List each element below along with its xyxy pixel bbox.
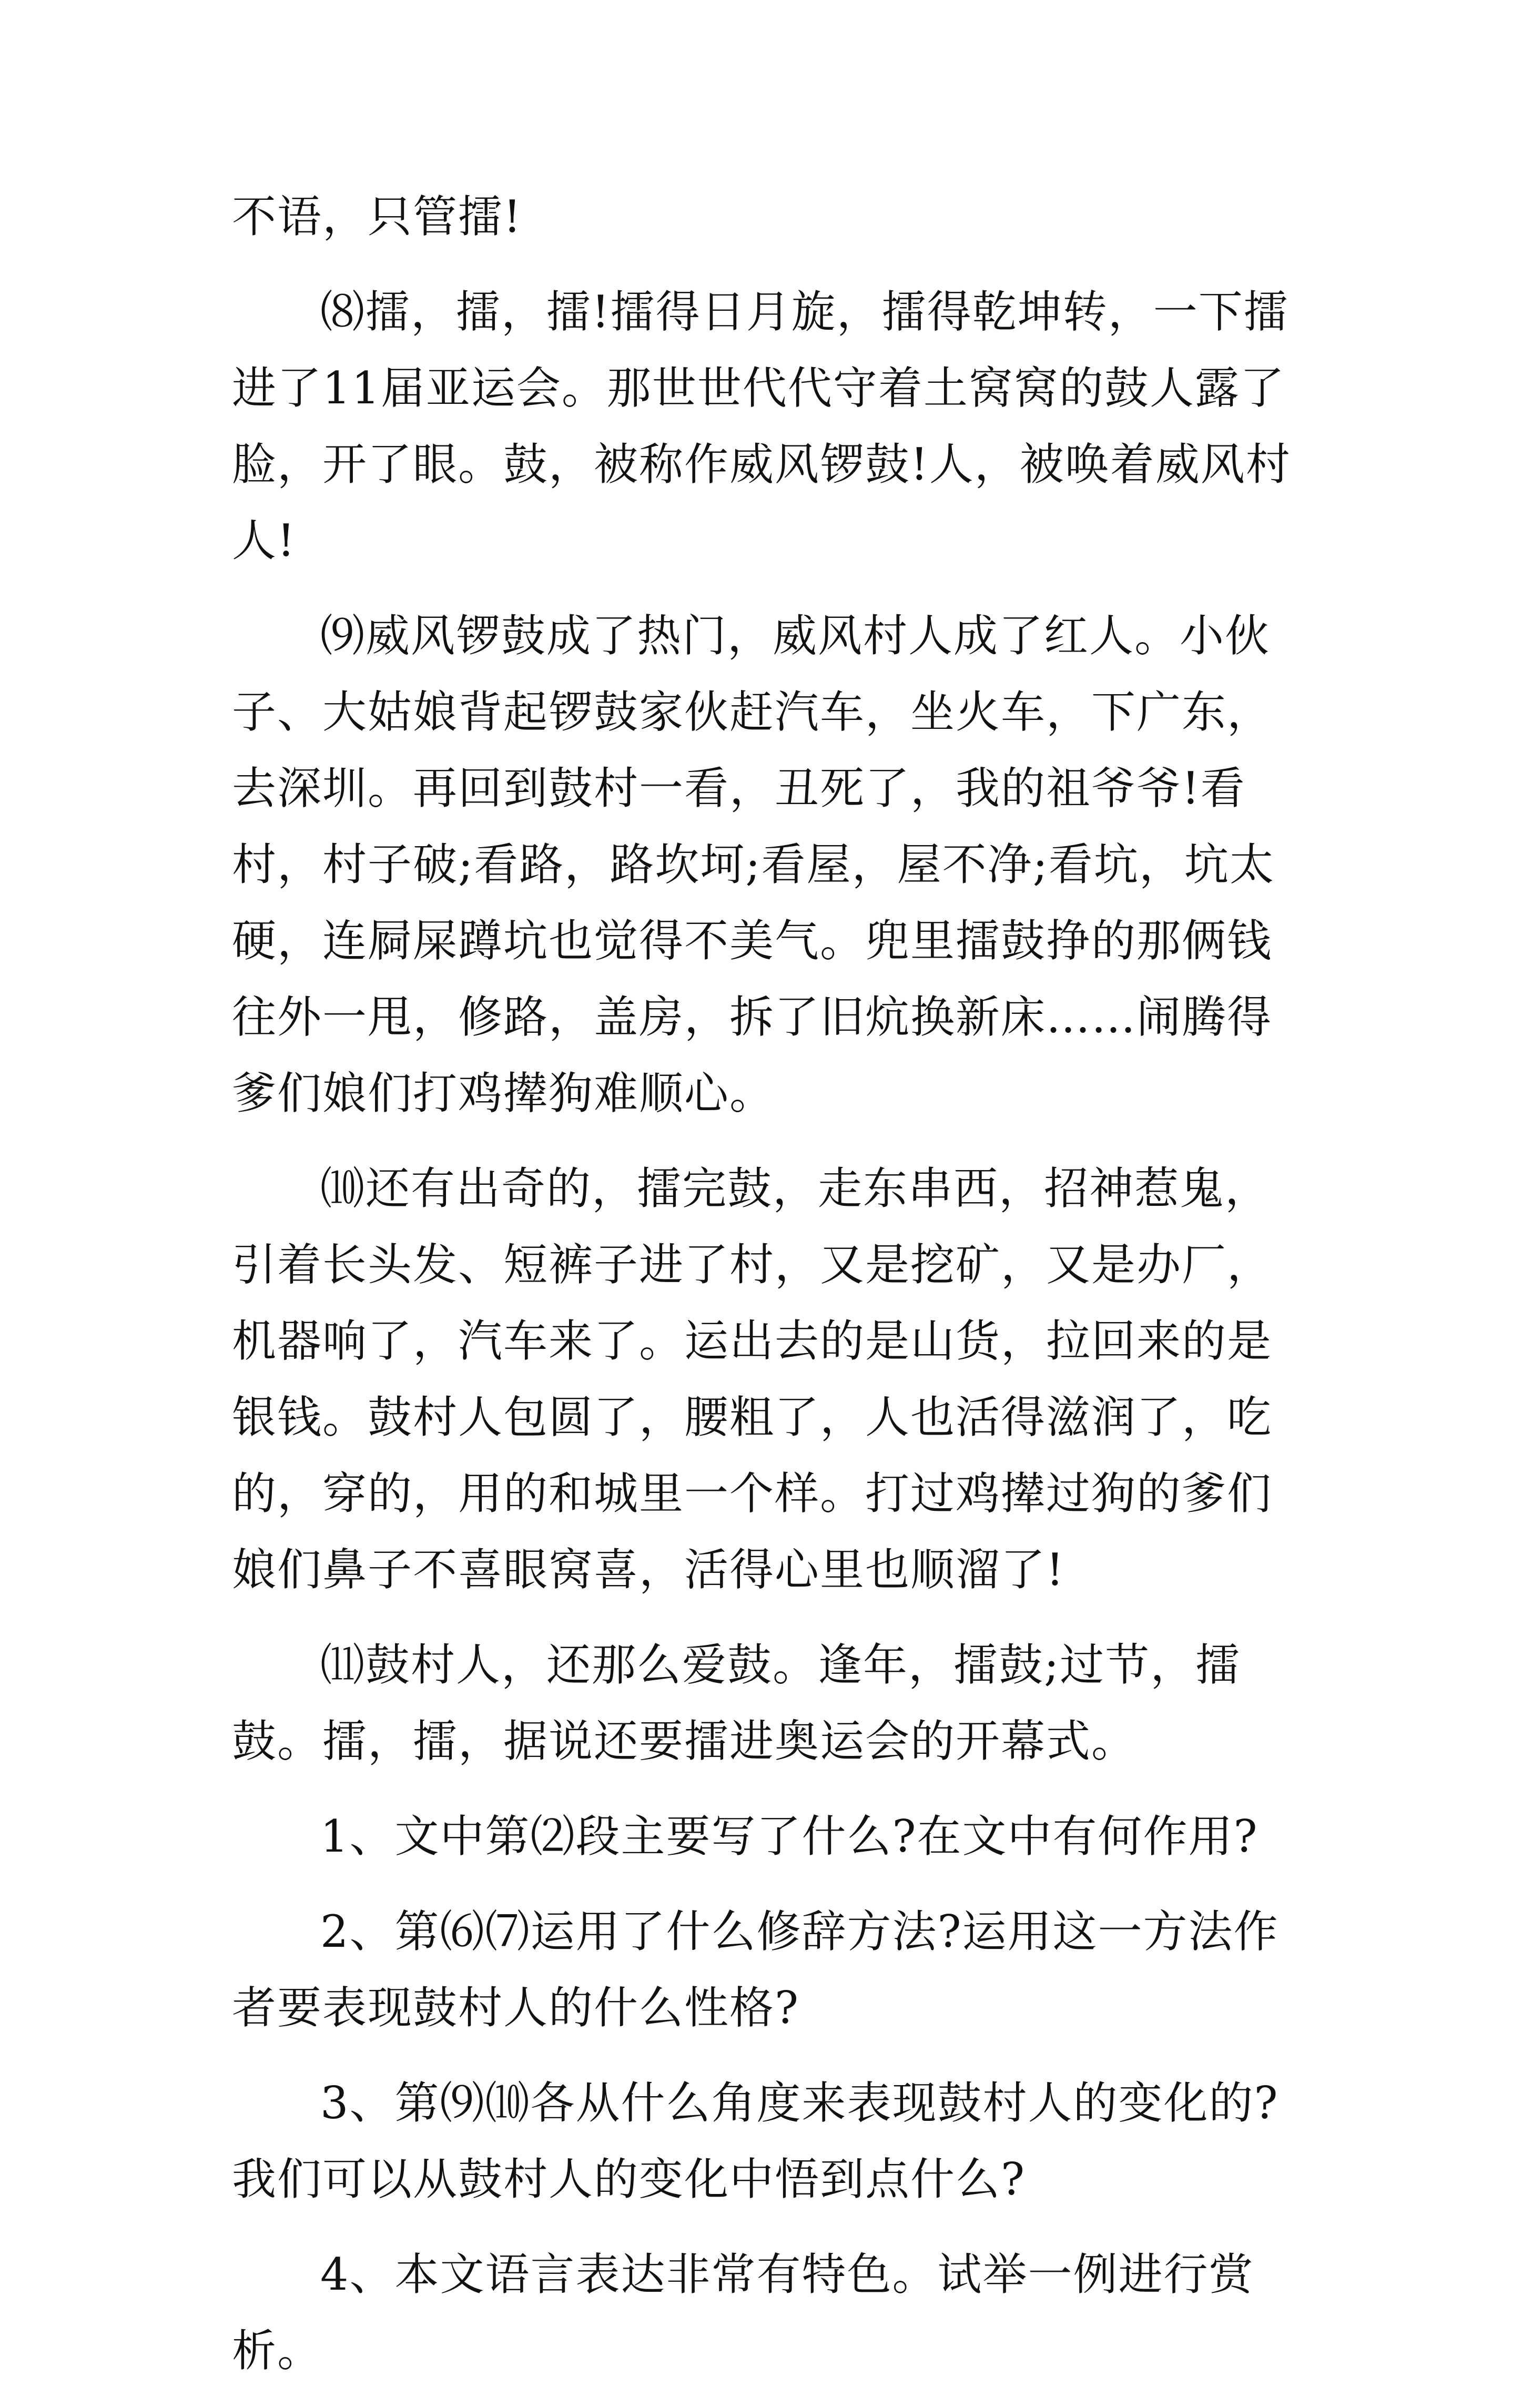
paragraph-9: ⑼威风锣鼓成了热门，威风村人成了红人。小伙子、大姑娘背起锣鼓家伙赶汽车，坐火车，下广东，去深圳。再回到鼓村一看，丑死了，我的祖爷爷!看村，村子破;看路，路坎坷;看屋，屋不净;看坑，坑太硬，连屙屎蹲坑也觉得不美气。兜里擂鼓挣的那俩钱往外一甩，修路，盖房，拆了旧炕换新床……闹腾得爹们娘们打鸡撵狗难顺心。: [232, 610, 1275, 1119]
paragraph-11: ⑾鼓村人，还那么爱鼓。逢年，擂鼓;过节，擂鼓。擂，擂，据说还要擂进奥运会的开幕式。: [232, 1639, 1241, 1767]
document-body: [232, 179, 1294, 2408]
question-2: 2、第⑹⑺运用了什么修辞方法?运用这一方法作者要表现鼓村人的什么性格?: [232, 1906, 1279, 2034]
question-3: 3、第⑼⑽各从什么角度来表现鼓村人的变化的?我们可以从鼓村人的变化中悟到点什么?: [232, 2077, 1279, 2205]
paragraph-8: ⑻擂，擂，擂!擂得日月旋，擂得乾坤转，一下擂进了11届亚运会。那世世代代守着土窝窝的鼓人露了脸，开了眼。鼓，被称作威风锣鼓!人，被唤着威风村人!: [232, 286, 1291, 566]
paragraph-10: ⑽还有出奇的，擂完鼓，走东串西，招神惹鬼，引着长头发、短裤子进了村，又是挖矿，又是办厂，机器响了，汽车来了。运出去的是山货，拉回来的是银钱。鼓村人包圆了，腰粗了，人也活得滋润了，吃的，穿的，用的和城里一个样。打过鸡撵过狗的爹们娘们鼻子不喜眼窝喜，活得心里也顺溜了!: [232, 1163, 1273, 1596]
paragraph-continued: 不语，只管擂!: [232, 191, 522, 242]
question-1: 1、文中第⑵段主要写了什么?在文中有何作用?: [320, 1811, 1259, 1862]
question-4: 4、本文语言表达非常有特色。试举一例进行赏析。: [232, 2249, 1254, 2376]
